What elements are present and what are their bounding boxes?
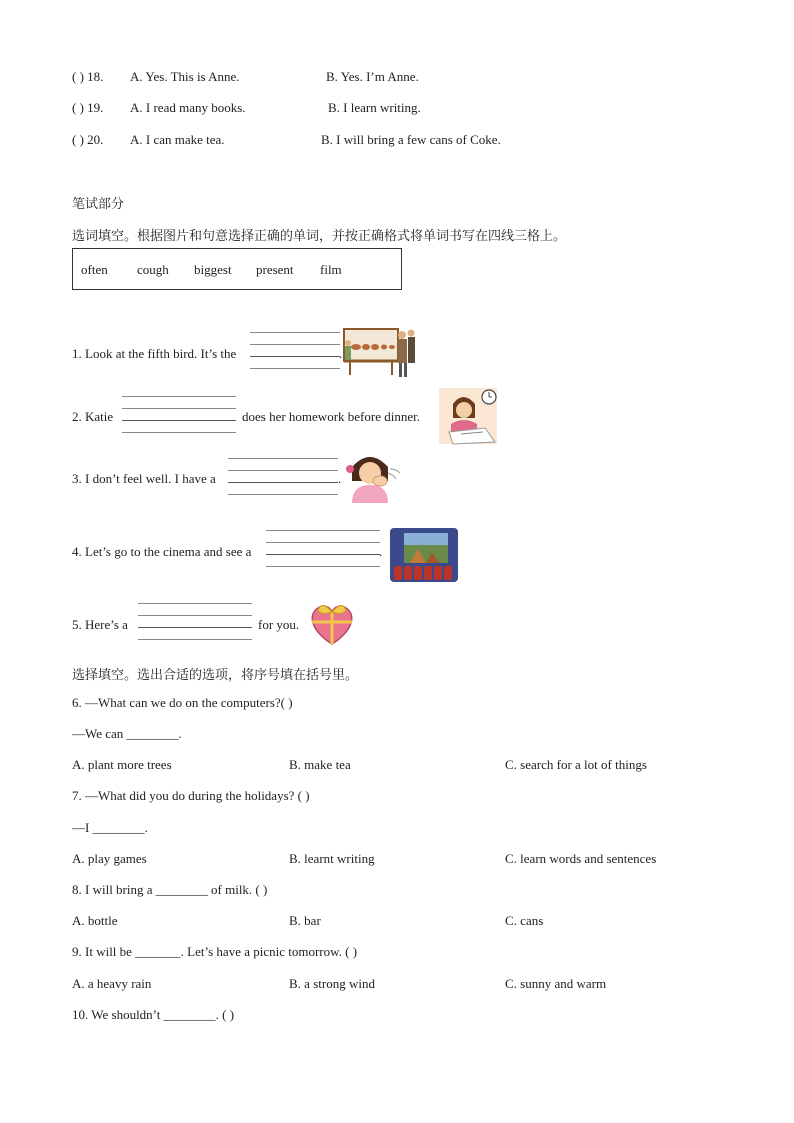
option-b: B. bar bbox=[289, 913, 321, 928]
option-b: B. Yes. I’m Anne. bbox=[326, 69, 419, 84]
question-text: 1. Look at the fifth bird. It’s the bbox=[72, 346, 237, 361]
option-b: B. I learn writing. bbox=[328, 100, 421, 115]
four-line-writing-field[interactable] bbox=[122, 396, 236, 436]
question-text: 2. Katie bbox=[72, 409, 114, 424]
question-end: does her homework before dinner. bbox=[242, 409, 420, 424]
four-line-writing-field[interactable] bbox=[250, 332, 343, 372]
word-bank-item: present bbox=[256, 262, 294, 277]
question-end: . bbox=[338, 471, 342, 486]
option-a: A. plant more trees bbox=[72, 757, 172, 772]
option-a: A. play games bbox=[72, 851, 147, 866]
option-c: C. sunny and warm bbox=[505, 976, 607, 991]
question-text: 4. Let’s go to the cinema and see a bbox=[72, 544, 252, 559]
option-a: A. bottle bbox=[72, 913, 118, 928]
option-b: B. make tea bbox=[289, 757, 351, 772]
heart-gift-box-icon bbox=[306, 598, 358, 648]
question-text: 5. Here’s a bbox=[72, 617, 128, 632]
answer-paren[interactable]: ( ) 18. bbox=[72, 69, 104, 84]
question-end: for you. bbox=[258, 617, 300, 632]
word-bank bbox=[72, 248, 402, 290]
four-line-writing-field[interactable] bbox=[266, 530, 383, 570]
option-a: A. a heavy rain bbox=[72, 976, 152, 991]
instruction-text: 选择填空。选出合适的选项，将序号填在括号里。 bbox=[72, 668, 359, 683]
cinema-screen-icon bbox=[390, 528, 458, 582]
option-c: C. search for a lot of things bbox=[505, 757, 647, 772]
girl-coughing-icon bbox=[344, 449, 402, 505]
option-a: A. I can make tea. bbox=[130, 132, 225, 147]
girl-homework-icon bbox=[439, 388, 497, 444]
option-b: B. a strong wind bbox=[289, 976, 375, 991]
question-end: . bbox=[339, 346, 343, 361]
instruction-text: 选词填空。根据图片和句意选择正确的单词，并按正确格式将单词书写在四线三格上。 bbox=[72, 229, 567, 244]
option-c: C. learn words and sentences bbox=[505, 851, 657, 866]
option-b: B. I will bring a few cans of Coke. bbox=[321, 132, 501, 147]
question-text: 3. I don’t feel well. I have a bbox=[72, 471, 216, 486]
question-10: 10. We shouldn’t ________. ( ) bbox=[72, 1007, 235, 1022]
question-end: . bbox=[379, 544, 383, 559]
question-7: 7. —What did you do during the holidays? ( ) bbox=[72, 788, 310, 803]
section-title: 笔试部分 bbox=[72, 197, 125, 212]
answer-paren[interactable]: ( ) 20. bbox=[72, 132, 104, 147]
question-7-reply: —I ________. bbox=[72, 820, 148, 835]
answer-paren[interactable]: ( ) 19. bbox=[72, 100, 104, 115]
word-bank-item: often bbox=[81, 262, 108, 277]
four-line-writing-field[interactable] bbox=[228, 458, 338, 498]
word-bank-item: film bbox=[320, 262, 342, 277]
option-a: A. I read many books. bbox=[130, 100, 246, 115]
option-c: C. cans bbox=[505, 913, 544, 928]
question-6-reply: —We can ________. bbox=[72, 726, 182, 741]
question-8: 8. I will bring a ________ of milk. ( ) bbox=[72, 882, 268, 897]
word-bank-item: cough bbox=[137, 262, 169, 277]
four-line-writing-field[interactable] bbox=[138, 603, 252, 643]
option-a: A. Yes. This is Anne. bbox=[130, 69, 240, 84]
question-6: 6. —What can we do on the computers?( ) bbox=[72, 695, 293, 710]
question-9: 9. It will be _______. Let’s have a picnic tomorrow. ( ) bbox=[72, 944, 358, 959]
word-bank-item: biggest bbox=[194, 262, 232, 277]
option-b: B. learnt writing bbox=[289, 851, 375, 866]
birds-zoo-icon bbox=[342, 323, 418, 379]
